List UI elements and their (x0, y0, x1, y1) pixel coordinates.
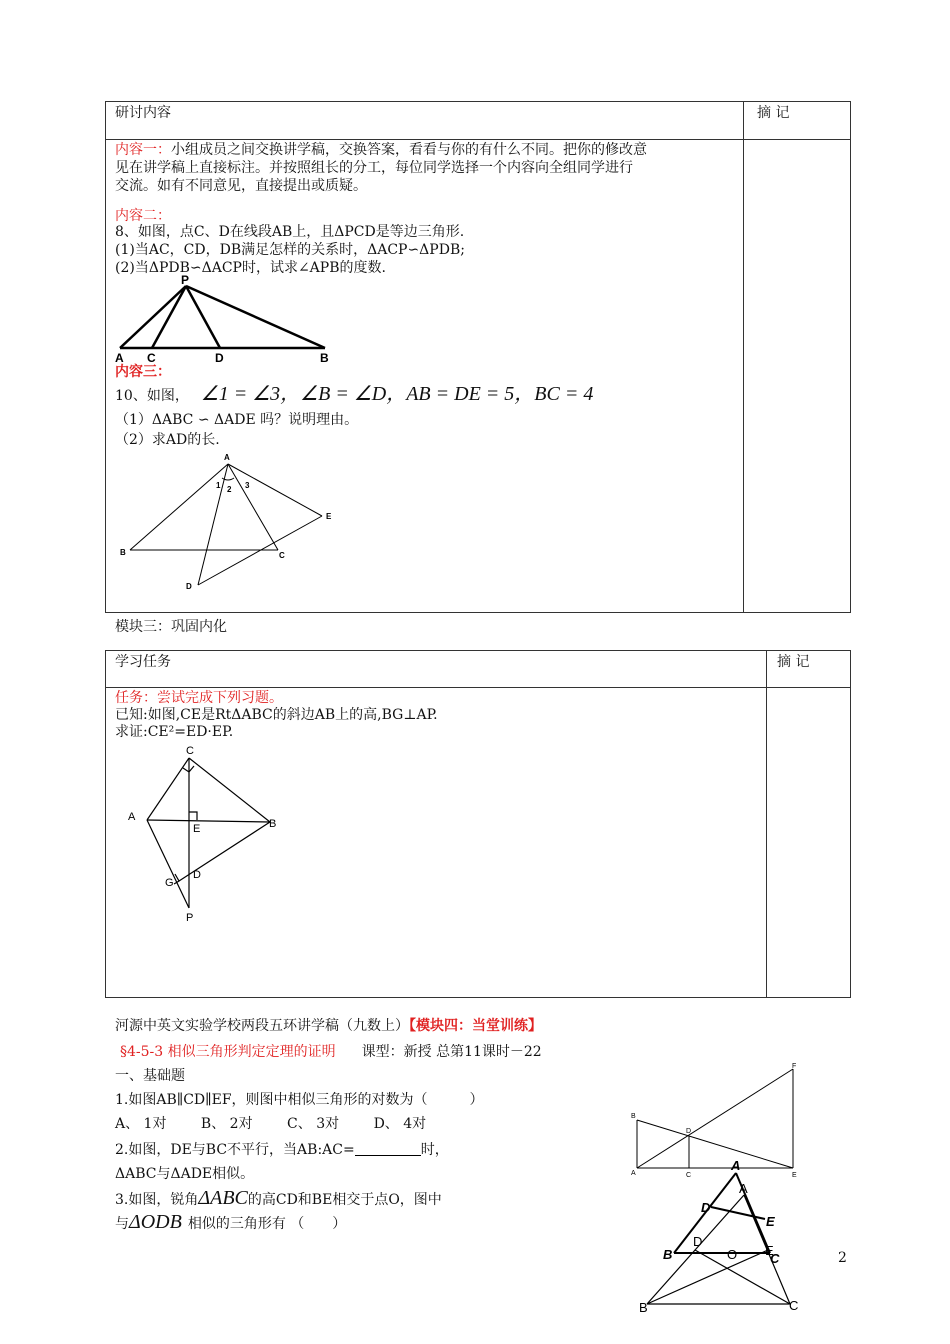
fig3-label-p: P (186, 912, 194, 924)
figure-triangle-pcd (110, 272, 340, 367)
question3-line2: 与ΔODB 相似的三角形有 （ ） (115, 1211, 347, 1233)
fig2-label-3: 3 (245, 481, 250, 490)
table2-column-divider (766, 650, 767, 998)
fig5-label-o: O (727, 1247, 738, 1262)
content3-question2: （2）求AD的长. (115, 432, 220, 448)
fig2-label-e: E (326, 512, 332, 521)
fig5-label-a-outer: A (731, 1158, 741, 1173)
fig2-label-c: C (279, 551, 285, 560)
question1: 1.如图AB∥CD∥EF，则图中相似三角形的对数为（ ） (115, 1092, 484, 1108)
content2-label: 内容二： (115, 208, 171, 224)
table2-header-task: 学习任务 (115, 654, 171, 670)
fig5-label-e-outer: E (766, 1214, 775, 1229)
fig1-label-b: B (320, 351, 329, 365)
table2-header-notes: 摘 记 (777, 654, 810, 670)
fig5-label-a-inner: A (739, 1181, 748, 1196)
table1-column-divider (743, 101, 744, 613)
question1-options (115, 1114, 426, 1134)
fig2-label-1: 1 (216, 481, 221, 490)
content3-problem: 10、如图， ∠1 = ∠3，∠B = ∠D，AB = DE = 5，BC = 4 (115, 383, 594, 405)
fig2-label-a: A (224, 453, 230, 462)
fig4-label-f: F (792, 1063, 797, 1070)
module3-title: 模块三：巩固内化 (115, 619, 227, 635)
fig5-label-b-outer: B (663, 1247, 673, 1262)
school-header: 河源中英文实验学校两段五环讲学稿（九数上）【模块四：当堂训练】 (115, 1018, 542, 1034)
fig4-label-b: B (631, 1113, 636, 1120)
fig2-label-b: B (120, 548, 126, 557)
q3-triangle-odb: ΔODB (129, 1211, 182, 1233)
content3-condition: ∠1 = ∠3，∠B = ∠D，AB = DE = 5，BC = 4 (200, 383, 594, 405)
content3-label: 内容三： (115, 364, 171, 380)
fig5-label-d-inner: D (693, 1234, 703, 1249)
fig3-label-g: G (165, 877, 174, 889)
fig3-label-b: B (269, 818, 277, 830)
q1-option-d: D、 4对 (373, 1116, 427, 1132)
fig5-label-e-inner: E (765, 1243, 774, 1258)
fig4-label-d: D (686, 1128, 692, 1135)
fig2-label-d: D (186, 582, 192, 591)
content2-question1: (1)当AC，CD，DB满足怎样的关系时，ΔACP∽ΔPDB; (115, 242, 465, 258)
fig1-label-d: D (215, 351, 224, 365)
content1-line1: 内容一：小组成员之间交换讲学稿，交换答案，看看与你的有什么不同。把你的修改意 (115, 142, 647, 158)
fig5-label-c-outer: C (770, 1251, 780, 1266)
fig3-label-d: D (193, 869, 201, 881)
fig3-label-c: C (186, 745, 194, 757)
module4-title: 【模块四：当堂训练】 (409, 1018, 542, 1034)
fig3-label-e: E (193, 823, 201, 835)
fig4-label-c: C (686, 1172, 692, 1179)
fig4-label-a: A (631, 1170, 636, 1177)
content1-label: 内容一： (115, 142, 171, 158)
figure-triangles-abc-ade (112, 448, 342, 598)
fig5-label-b-inner: B (639, 1300, 648, 1315)
content2-problem: 8、如图，点C、D在线段AB上，且ΔPCD是等边三角形. (115, 224, 465, 240)
fig5-label-d-outer: D (701, 1200, 711, 1215)
fig5-label-c-inner: C (789, 1298, 799, 1313)
fig1-label-c: C (147, 351, 156, 365)
figure-acute-triangle-altitudes (635, 1155, 815, 1344)
page-number: 2 (838, 1250, 847, 1266)
figure-right-triangle-altitude (120, 740, 290, 925)
task-label: 任务：尝试完成下列习题。 (115, 690, 283, 706)
question2-line1: 2.如图，DE与BC不平行，当AB:AC= 时， (115, 1142, 449, 1158)
content3-question1: （1）ΔABC ∽ ΔADE 吗？说明理由。 (115, 412, 359, 428)
fig1-label-p: P (181, 273, 190, 287)
content2-question2: (2)当ΔPDB∽ΔACP时，试求∠APB的度数. (115, 260, 386, 276)
content1-line2: 见在讲学稿上直接标注。并按照组长的分工，每位同学选择一个内容向全组同学进行 (115, 160, 633, 176)
section-basic: 一、基础题 (115, 1068, 185, 1084)
task-prove: 求证:CE²=ED·EP. (115, 724, 234, 740)
content1-line3: 交流。如有不同意见，直接提出或质疑。 (115, 178, 367, 194)
task-known: 已知:如图,CE是RtΔABC的斜边AB上的高,BG⊥AP. (115, 707, 438, 723)
q2-blank (355, 1141, 421, 1156)
lesson-title: §4-5-3 相似三角形判定定理的证明 (120, 1044, 336, 1060)
fig2-label-2: 2 (227, 485, 232, 494)
q1-option-c: C、 3对 (287, 1116, 340, 1132)
q1-option-b: B、 2对 (200, 1116, 253, 1132)
lesson-type: 课型：新授 总第11课时－22 (361, 1044, 542, 1060)
question3-line1: 3.如图，锐角ΔABC的高CD和BE相交于点O，图中 (115, 1187, 442, 1209)
q3-triangle-abc: ΔABC (198, 1187, 248, 1209)
lesson-line (120, 1042, 542, 1062)
fig1-label-a: A (115, 351, 124, 365)
question2-line2: ΔABC与ΔADE相似。 (115, 1166, 255, 1182)
fig4-label-e: E (792, 1172, 797, 1179)
fig3-label-a: A (128, 811, 136, 823)
table1-header-content: 研讨内容 (115, 105, 171, 121)
q1-option-a: A、 1对 (115, 1116, 167, 1132)
table1-header-notes: 摘 记 (757, 105, 790, 121)
